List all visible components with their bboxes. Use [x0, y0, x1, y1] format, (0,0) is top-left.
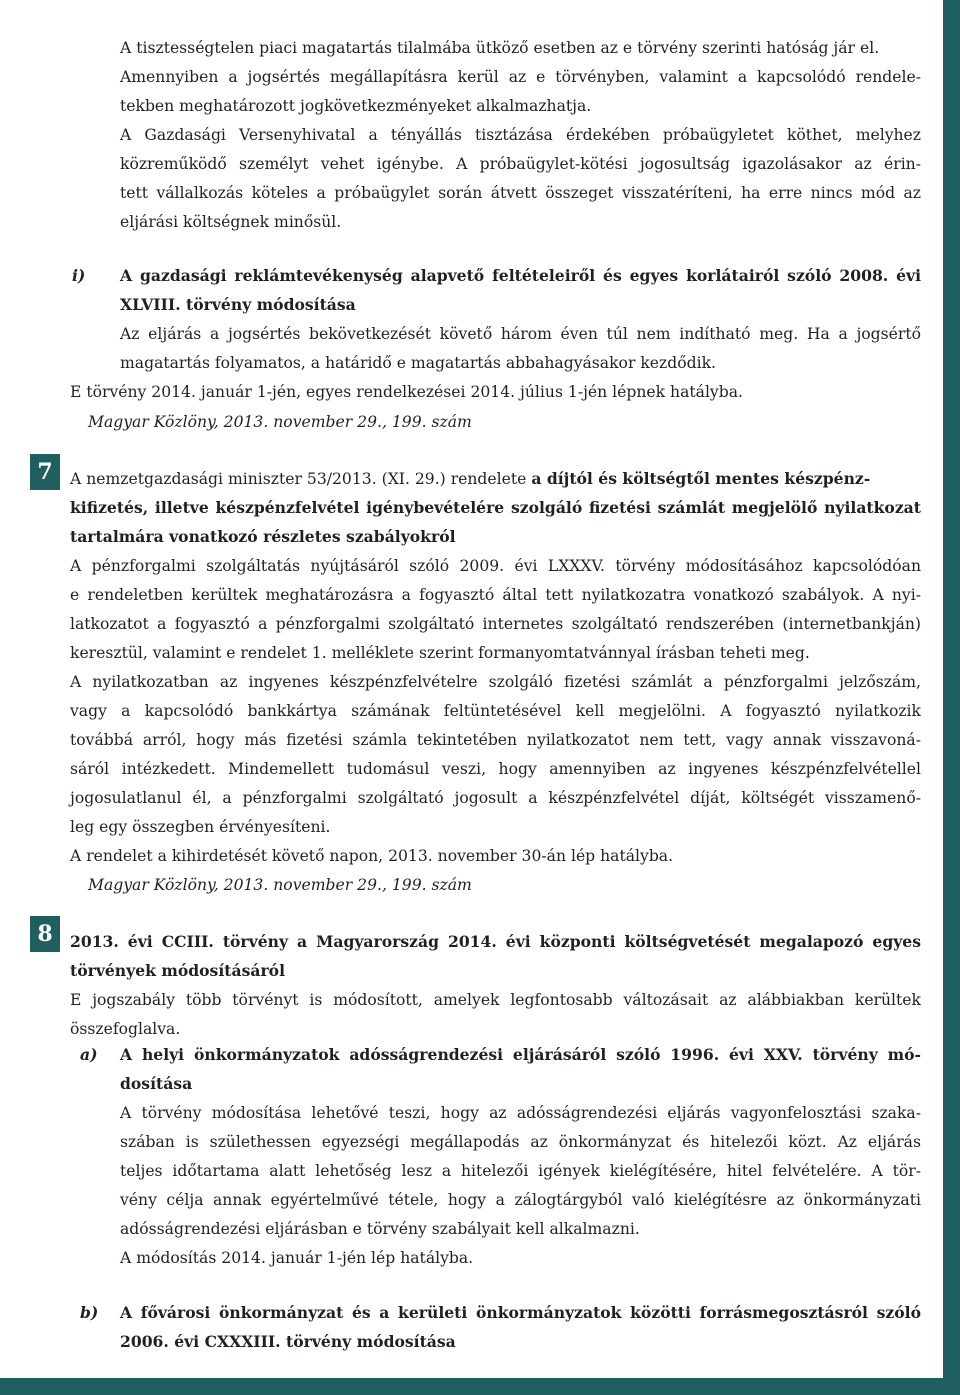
decree-title: a díjtól és költségtől mentes készpénz- [531, 469, 871, 488]
item-title: dosítása [120, 1074, 193, 1093]
text-line: sáról intézkedett. Mindemellett tudomásul veszi, hogy amennyiben az ingyenes készpénzfelvétellel [70, 760, 921, 778]
decree-title: kifizetés, illetve készpénzfelvétel igénybevételére szolgáló fizetési számlát megjelölő nyilatkozat [70, 498, 921, 517]
text-line: keresztül, valamint e rendelet 1. melléklete szerint formanyomtatvánnyal írásban teheti meg. [70, 644, 810, 662]
item-marker: i) [72, 266, 86, 285]
text-line: leg egy összegben érvényesíteni. [70, 818, 331, 836]
text-line: e rendeletben kerültek meghatározásra a fogyasztó által tett nyilatkozatra vonatkozó szabályok. A nyi- [70, 586, 921, 604]
item-title: A fővárosi önkormányzat és a kerületi önkormányzatok közötti forrásmegosztásról szóló [120, 1303, 921, 1322]
text-line: eljárási költségnek minősül. [120, 213, 342, 231]
item-title: A helyi önkormányzatok adósságrendezési eljárásáról szóló 1996. évi XXV. törvény mó- [120, 1045, 921, 1064]
text-line: vény célja annak egyértelművé tétele, hogy a zálogtárgyból való kielégítésre az önkormányzati [120, 1191, 921, 1209]
item-marker: b) [80, 1303, 99, 1322]
item-title: A gazdasági reklámtevékenység alapvető feltételeiről és egyes korlátairól szóló 2008. évi [120, 266, 921, 285]
section-number-badge: 8 [30, 916, 60, 952]
effective-date-line: A rendelet a kihirdetését követő napon, 2013. november 30-án lép hatályba. [70, 847, 674, 865]
text-line: közreműködő személyt vehet igénybe. A próbaügylet-kötési jogosultság igazolásakor az érin- [120, 155, 921, 173]
text-line: latkozatot a fogyasztó a pénzforgalmi szolgáltató internetes szolgáltató rendszerében (internetbankján) [70, 615, 921, 633]
source-citation: Magyar Közlöny, 2013. november 29., 199. szám [88, 876, 472, 894]
text-line: Amennyiben a jogsértés megállapításra kerül az e törvényben, valamint a kapcsolódó rendele- [120, 68, 921, 86]
item-marker: a) [80, 1045, 98, 1064]
page-frame-bottom [0, 1378, 960, 1395]
decree-reference: A nemzetgazdasági miniszter 53/2013. (XI. 29.) rendelete [70, 470, 532, 488]
item-title: 2006. évi CXXXIII. törvény módosítása [120, 1332, 456, 1351]
effective-date-line: E törvény 2014. január 1-jén, egyes rendelkezései 2014. július 1-jén lépnek hatályba. [70, 383, 743, 401]
text-line: szában is születhessen egyezségi megállapodás az önkormányzat és hitelezői közt. Az eljárás [120, 1133, 921, 1151]
section-number-badge: 7 [30, 454, 60, 490]
source-citation: Magyar Közlöny, 2013. november 29., 199. szám [88, 413, 472, 431]
text-line: A pénzforgalmi szolgáltatás nyújtásáról szóló 2009. évi LXXXV. törvény módosításához kapcsolódóan [70, 557, 921, 575]
item-title: XLVIII. törvény módosítása [120, 295, 356, 314]
text-line: tett vállalkozás köteles a próbaügylet során átvett összeget visszatéríteni, ha erre nincs mód az [120, 184, 921, 202]
page-frame-right [943, 0, 960, 1395]
text-line: A nyilatkozatban az ingyenes készpénzfelvételre szolgáló fizetési számlát a pénzforgalmi jelzőszám, [70, 673, 921, 691]
text-line [70, 469, 870, 489]
text-line: jogosulatlanul él, a pénzforgalmi szolgáltató jogosult a készpénzfelvétel díját, költségét visszamenő- [70, 789, 921, 807]
law-title: 2013. évi CCIII. törvény a Magyarország 2014. évi központi költségvetését megalapozó egyes [70, 932, 921, 951]
text-line: teljes időtartama alatt lehetőség lesz a hitelezői igények kielégítésére, hitel felvételére. A tör- [120, 1162, 921, 1180]
law-title: törvények módosításáról [70, 961, 285, 980]
text-line: A Gazdasági Versenyhivatal a tényállás tisztázása érdekében próbaügyletet köthet, melyhez [120, 126, 921, 144]
text-line: A tisztességtelen piaci magatartás tilalmába ütköző esetben az e törvény szerinti hatóság jár el. [120, 39, 880, 57]
decree-title: tartalmára vonatkozó részletes szabályokról [70, 527, 456, 546]
text-line: összefoglalva. [70, 1020, 181, 1038]
text-line: továbbá arról, hogy más fizetési számla tekintetében nyilatkozatot nem tett, vagy annak visszavoná- [70, 731, 921, 749]
text-line: magatartás folyamatos, a határidő e magatartás abbahagyásakor kezdődik. [120, 354, 716, 372]
text-line: vagy a kapcsolódó bankkártya számának feltüntetésével kell megjelölni. A fogyasztó nyilatkozik [70, 702, 921, 720]
text-line: A törvény módosítása lehetővé teszi, hogy az adósságrendezési eljárás vagyonfelosztási szaka- [120, 1104, 921, 1122]
text-line: adósságrendezési eljárásban e törvény szabályait kell alkalmazni. [120, 1220, 640, 1238]
text-line: Az eljárás a jogsértés bekövetkezését követő három éven túl nem indítható meg. Ha a jogsértő [120, 325, 921, 343]
text-line: tekben meghatározott jogkövetkezményeket alkalmazhatja. [120, 97, 592, 115]
effective-date-line: A módosítás 2014. január 1-jén lép hatályba. [120, 1249, 474, 1267]
text-line: E jogszabály több törvényt is módosított, amelyek legfontosabb változásait az alábbiakban kerültek [70, 991, 921, 1009]
